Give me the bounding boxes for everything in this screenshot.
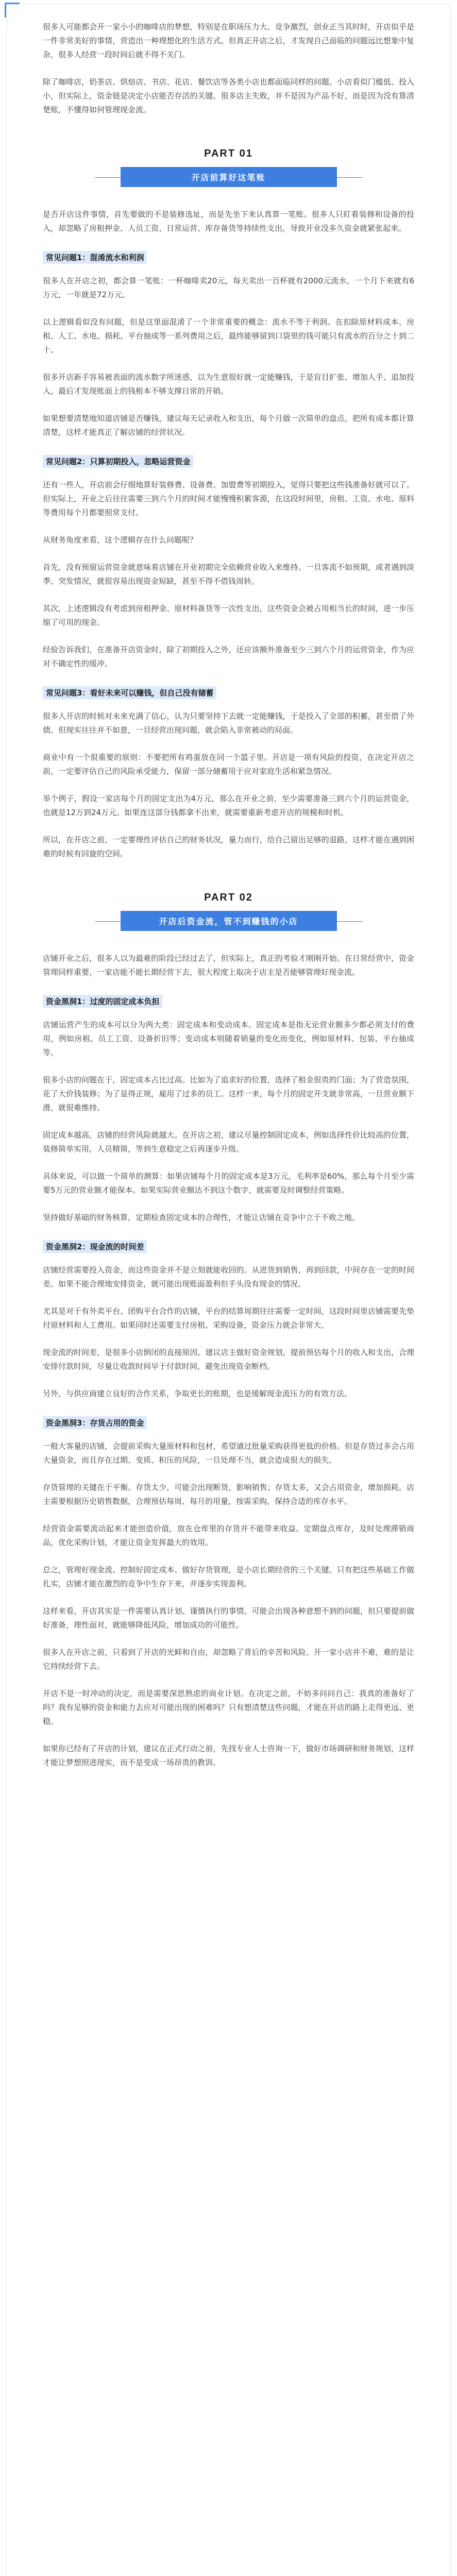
part-1-lead-paragraph: 是否开店这件事情，首先要做的不是装修选址，而是先坐下来认真算一笔账。很多人只盯着装修和设备的投入，却忽略了房租押金、人员工资、日常运营、库存备货等持续性支出，导致开业没多久资金就紧张起来。 (43, 210, 414, 233)
part-2-section-3 (43, 1414, 414, 1632)
closing-paragraph: 如果你已经有了开店的计划，建议在正式行动之前，先找专业人士咨询一下，做好市场调研和财务规划，这样才能让梦想照进现实，而不是变成一场昂贵的教训。 (43, 1744, 414, 1767)
section-paragraph: 商业中有一个很重要的原则：不要把所有鸡蛋放在同一个篮子里。开店是一项有风险的投资，在决定开店之前，一定要评估自己的风险承受能力，保留一部分储蓄用于应对家庭生活和紧急情况。 (43, 753, 414, 776)
closing-paragraph: 开店不是一时冲动的决定，而是需要深思熟虑的商业计划。在决定之前，不妨多问问自己：我真的准备好了吗？我有足够的资金和能力去应对可能出现的困难吗？只有想清楚这些问题，才能在开店的路上走得更远、更稳。 (43, 1689, 414, 1726)
part-1-section-3 (43, 684, 414, 861)
part-2-section-1 (43, 993, 414, 1225)
section-paragraph: 店铺运营产生的成本可以分为两大类：固定成本和变动成本。固定成本是指无论营业额多少都必须支付的费用，例如房租、员工工资、设备折旧等；变动成本则随着销量的变化而变化，例如原材料、包装、平台抽成等。 (43, 1020, 414, 1057)
section-paragraph: 首先，没有预留运营资金就意味着店铺在开业初期完全依赖营业收入来维持。一旦客流不如预期，或者遇到淡季、突发情况，就很容易出现资金短缺，甚至不得不借钱周转。 (43, 563, 414, 586)
section-paragraph: 所以，在开店之前，一定要理性评估自己的财务状况，量力而行，给自己留出足够的退路，这样才能在遇到困难的时候有回旋的空间。 (43, 835, 414, 858)
section-paragraph: 经验告诉我们，在准备开店资金时，除了初期投入之外，还应该额外准备至少三到六个月的运营资金，作为应对不确定性的缓冲。 (43, 645, 414, 668)
section-paragraph: 以上逻辑看似没有问题，但是这里面混淆了一个非常重要的概念：流水不等于利润。在扣除原材料成本、房租、人工、水电、损耗、平台抽成等一系列费用之后，最终能够留到口袋里的钱可能只有流水的百分之十到二十。 (43, 317, 414, 354)
section-paragraph: 从财务角度来看，这个逻辑存在什么问题呢？ (43, 535, 198, 545)
section-paragraph: 一般大客量的店铺，会提前采购大量原材料和包材，希望通过批量采购获得更低的价格。但是存货过多会占用大量资金，而且存在过期、变质、积压的风险，一旦处理不当，就会造成很大的损失。 (43, 1442, 414, 1465)
part-1-section-2 (43, 453, 414, 671)
part-2-lead-paragraph: 店铺开业之后，很多人以为最难的阶段已经过去了，但实际上，真正的考验才刚刚开始。在日常经营中，资金管理同样重要，一家店能不能长期经营下去，很大程度上取决于店主是否能够管理好现金流。 (43, 954, 414, 977)
section-paragraph: 如果想要清楚地知道店铺是否赚钱，建议每天记录收入和支出，每个月做一次简单的盘点，把所有成本都计算清楚，这样才能真正了解店铺的经营状况。 (43, 414, 414, 437)
section-paragraph: 尤其是对于有外卖平台、团购平台合作的店铺，平台的结算周期往往需要一定时间，这段时间里店铺需要先垫付原材料和人工费用。如果同时还需要支付房租、采购设备，资金压力就会非常大。 (43, 1307, 414, 1330)
section-paragraph: 现金流的时间差，是很多小店倒闭的直接原因。建议店主做好资金规划，提前预估每个月的收入和支出，合理安排付款时间，尽量让收款时间早于付款时间，避免出现资金断档。 (43, 1348, 414, 1371)
section-paragraph: 很多小店的问题在于，固定成本占比过高。比如为了追求好的位置，选择了租金很贵的门面；为了营造氛围，花了大价钱装修；为了显得正规，雇用了过多的员工。这样一来，每个月的固定开支就非常高，一旦营业额下滑，就很难维持。 (43, 1075, 414, 1112)
part-2-header (43, 892, 414, 931)
section-paragraph: 另外，与供应商建立良好的合作关系，争取更长的账期，也是缓解现金流压力的有效方法。 (43, 1389, 352, 1398)
section-title: 资金黑洞2：现金流的时间差 (43, 1240, 147, 1253)
closing-paragraph: 很多人在开店之前，只看到了开店的光鲜和自由，却忽略了背后的辛苦和风险。开一家小店并不难，难的是让它持续经营下去。 (43, 1648, 414, 1671)
section-title: 常见问题3：看好未来可以赚钱，但自己没有储蓄 (43, 686, 216, 699)
section-paragraph: 还有一些人，开店前会仔细地算好装修费、设备费、加盟费等初期投入，觉得只要把这些钱准备好就可以了。但实际上，开业之后往往需要三到六个月的时间才能慢慢积累客源，在这段时间里，房租、工资、水电、原料等费用每个月都要照常支付。 (43, 480, 414, 517)
section-paragraph: 这样来看，开店其实是一件需要认真计划、谨慎执行的事情。可能会出现各种意想不到的问题，但只要提前做好准备，理性面对，就能够降低风险，增加成功的可能性。 (43, 1606, 414, 1630)
section-title: 资金黑洞1：过度的固定成本负担 (43, 995, 162, 1008)
section-paragraph: 很多人开店的时候对未来充满了信心，认为只要坚持下去就一定能赚钱，于是投入了全部的积蓄，甚至借了外债。但现实往往并不如意，一旦经营出现问题，就会陷入非常被动的局面。 (43, 711, 414, 735)
section-title: 常见问题2：只算初期投入，忽略运营资金 (43, 455, 193, 468)
section-paragraph: 举个例子，假设一家店每个月的固定支出为4万元，那么在开业之前，至少需要准备三到六个月的运营资金，也就是12万到24万元。如果连这部分钱都拿不出来，就需要重新考虑开店的规模和时机。 (43, 794, 414, 817)
part-1-section-1 (43, 249, 414, 439)
section-paragraph: 存货管理的关键在于平衡。存货太少，可能会出现断货，影响销售；存货太多，又会占用资金，增加损耗。店主需要根据历史销售数据，合理预估每周、每月的用量，按需采购，保持合适的库存水平。 (43, 1483, 414, 1506)
section-paragraph: 店铺经营需要投入资金，而这些资金并不是立刻就能收回的。从进货到销售，再到回款，中间存在一定的时间差。如果不能合理地安排资金，就可能出现账面盈利但手头没有现金的情况。 (43, 1265, 414, 1289)
intro-paragraph: 很多人可能都会开一家小小的咖啡店的梦想，特别是在职场压力大、竞争激烈，创业正当其时时，开店似乎是一件非常美好的事情，营造出一种理想化的生活方式。但真正开店之后，才发现自己面临的问题远比想象中复杂，很多人经营一段时间后就不得不关门。 (43, 22, 414, 59)
section-title: 常见问题1：混淆流水和利润 (43, 251, 147, 264)
section-title: 资金黑洞3：存货占用的资金 (43, 1416, 147, 1429)
part-1-header (43, 148, 414, 187)
part-2-section-2 (43, 1238, 414, 1401)
part-1-banner: 开店前算好这笔账 (121, 167, 337, 187)
article-frame (6, 4, 451, 2576)
closing-block (43, 1646, 414, 1770)
part-1-label: PART 01 (204, 148, 253, 159)
article-body (7, 5, 450, 1799)
section-paragraph: 坚持做好基础的财务核算，定期检查固定成本的合理性，才能让店铺在竞争中立于不败之地。 (43, 1213, 360, 1222)
section-paragraph: 经营资金需要流动起来才能创造价值，放在仓库里的存货并不能带来收益。定期盘点库存，及时处理滞销商品，优化采购计划，才能让资金发挥最大的效用。 (43, 1524, 414, 1547)
part-2-banner: 开店后资金流，管不到赚钱的小店 (121, 911, 337, 931)
section-paragraph: 总之，管理好现金流、控制好固定成本、做好存货管理，是小店长期经营的三个关键。只有把这些基础工作做扎实，店铺才能在激烈的竞争中生存下来，并逐步实现盈利。 (43, 1565, 414, 1588)
section-paragraph: 很多人在开店之初，都会算一笔账：一杯咖啡卖20元，每天卖出一百杯就有2000元流水，一个月下来就有6万元，一年就是72万元。 (43, 276, 414, 299)
section-paragraph: 固定成本越高，店铺的经营风险就越大。在开店之初，建议尽量控制固定成本，例如选择性价比较高的位置，装修简单实用，人员精简，等到生意稳定之后再逐步升级。 (43, 1130, 414, 1154)
section-paragraph: 具体来说，可以做一个简单的测算：如果店铺每个月的固定成本是3万元，毛利率是60%，那么每个月至少需要5万元的营业额才能保本。如果实际营业额达不到这个数字，就需要及时调整经营策略。 (43, 1172, 414, 1195)
part-2-label: PART 02 (204, 892, 253, 903)
section-paragraph: 其次，上述逻辑没有考虑到房租押金、原材料备货等一次性支出，这些资金会被占用相当长的时间，进一步压缩了可用的现金。 (43, 604, 414, 627)
intro-paragraph: 除了咖啡店，奶茶店、烘焙店、书店、花店、餐饮店等各类小店也都面临同样的问题。小店看似门槛低、投入小，但实际上，资金链是决定小店能否存活的关键。很多店主失败，并不是因为产品不好，而是因为没有算清楚账，不懂得如何管理现金流。 (43, 77, 414, 114)
section-paragraph: 很多开店新手容易被表面的流水数字所迷惑，以为生意很好就一定能赚钱，于是盲目扩张、增加人手、追加投入，最后才发现账面上的钱根本不够支撑日常的开销。 (43, 372, 414, 396)
